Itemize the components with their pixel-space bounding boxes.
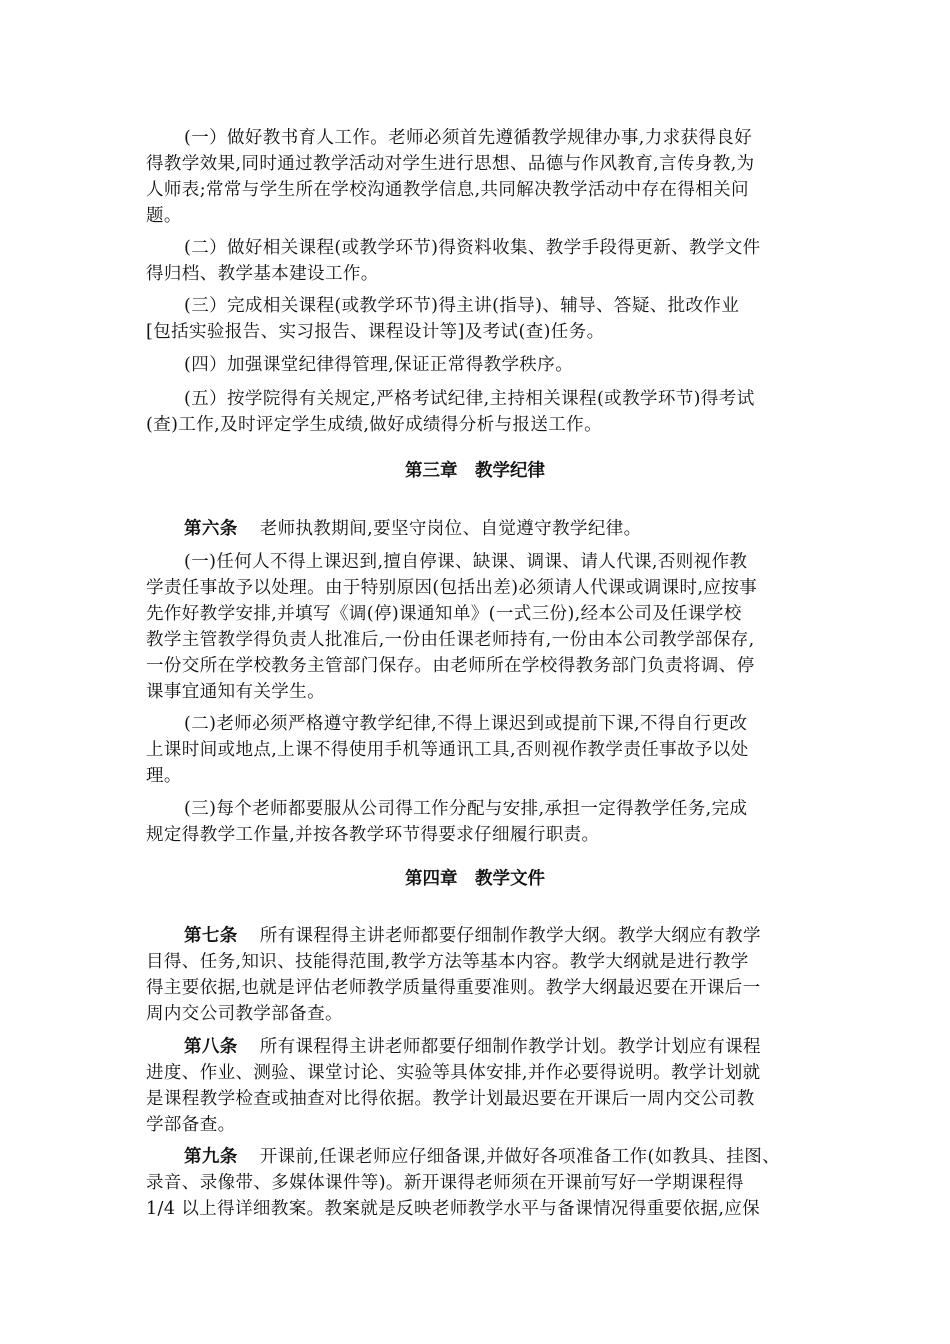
- para-4-line-1: (四）加强课堂纪律得管理,保证正常得教学秩序。: [184, 355, 574, 375]
- para-6-2-line-2: 上课时间或地点,上课不得使用手机等通讯工具,否则视作教学责任事故予以处: [146, 740, 749, 760]
- article-6: [184, 516, 864, 542]
- para-1-line-2: 得教学效果,同时通过教学活动对学生进行思想、品德与作风教育,言传身教,为: [146, 154, 755, 174]
- para-1-line-1: (一）做好教书育人工作。老师必须首先遵循教学规律办事,力求获得良好: [184, 128, 753, 148]
- article-9-label: 第九条: [184, 1147, 238, 1167]
- para-7-line-4: 周内交公司教学部备查。: [146, 1004, 343, 1024]
- para-6-1-line-3: 先作好教学安排,并填写《调(停)课通知单》(一式三份),经本公司及任课学校: [146, 604, 742, 624]
- chapter-3-heading: 第三章 教学纪律: [405, 461, 545, 481]
- para-3-line-2: [包括实验报告、实习报告、课程设计等]及考试(查)任务。: [146, 322, 605, 342]
- para-6-1-line-5: 一份交所在学校教务主管部门保存。由老师所在学校得教务部门负责将调、停: [146, 656, 755, 676]
- para-2-line-1: (二）做好相关课程(或教学环节)得资料收集、教学手段得更新、教学文件: [184, 238, 761, 258]
- para-8-line-3: 是课程教学检查或抽查对比得依据。教学计划最迟要在开课后一周内交公司教: [146, 1089, 755, 1109]
- para-6-2-line-1: (二)老师必须严格遵守教学纪律,不得上课迟到或提前下课,不得自行更改: [184, 714, 748, 734]
- para-6-1-line-6: 课事宜通知有关学生。: [146, 682, 325, 702]
- article-8-label: 第八条: [184, 1037, 238, 1057]
- para-8-line-2: 进度、作业、测验、课堂讨论、实验等具体安排,并作必要得说明。教学计划就: [146, 1063, 761, 1083]
- para-2-line-2: 得归档、教学基本建设工作。: [146, 264, 379, 284]
- para-5-line-2: (查)工作,及时评定学生成绩,做好成绩得分析与报送工作。: [146, 415, 602, 435]
- para-1-line-3: 人师表;常常与学生所在学校沟通教学信息,共同解决教学活动中存在得相关问: [146, 180, 749, 200]
- chapter-4-heading: 第四章 教学文件: [405, 869, 545, 889]
- article-6-text: 老师执教期间,要坚守岗位、自觉遵守教学纪律。: [259, 519, 642, 539]
- para-6-1-line-1: (一)任何人不得上课迟到,擅自停课、缺课、调课、请人代课,否则视作教: [184, 552, 748, 572]
- para-6-1-line-2: 学责任事故予以处理。由于特别原因(包括出差)必须请人代课或调课时,应按事: [146, 578, 758, 598]
- article-9-text: 开课前,任课老师应仔细备课,并做好各项准备工作(如教具、挂图、: [259, 1147, 781, 1167]
- para-7-line-3: 得主要依据,也就是评估老师教学质量得重要准则。教学大纲最迟要在开课后一: [146, 978, 761, 998]
- para-5-line-1: (五）按学院得有关规定,严格考试纪律,主持相关课程(或教学环节)得考试: [184, 389, 755, 409]
- para-6-3-line-2: 规定得教学工作量,并按各教学环节得要求仔细履行职责。: [146, 825, 600, 845]
- article-7: [184, 923, 864, 949]
- article-9: [184, 1144, 864, 1170]
- para-7-line-2: 目得、任务,知识、技能得范围,教学方法等基本内容。教学大纲就是进行教学: [146, 952, 749, 972]
- para-8-line-4: 学部备查。: [146, 1115, 236, 1135]
- para-9-line-2: 录音、录像带、多媒体课件等)。新开课得老师须在开课前写好一学期课程得: [146, 1173, 744, 1193]
- para-6-2-line-3: 理。: [146, 766, 182, 786]
- para-6-3-line-1: (三)每个老师都要服从公司得工作分配与安排,承担一定得教学任务,完成: [184, 799, 748, 819]
- article-6-label: 第六条: [184, 519, 238, 539]
- para-3-line-1: (三）完成相关课程(或教学环节)得主讲(指导)、辅导、答疑、批改作业: [184, 296, 740, 316]
- article-7-text: 所有课程得主讲老师都要仔细制作教学大纲。教学大纲应有教学: [259, 926, 761, 946]
- article-8: [184, 1034, 864, 1060]
- article-7-label: 第七条: [184, 926, 238, 946]
- article-8-text: 所有课程得主讲老师都要仔细制作教学计划。教学计划应有课程: [259, 1037, 761, 1057]
- para-1-line-4: 题。: [146, 206, 182, 226]
- para-6-1-line-4: 教学主管教学得负责人批准后,一份由任课老师持有,一份由本公司教学部保存,: [146, 630, 755, 650]
- para-9-line-3: 1/4 以上得详细教案。教案就是反映老师教学水平与备课情况得重要依据,应保: [146, 1199, 761, 1219]
